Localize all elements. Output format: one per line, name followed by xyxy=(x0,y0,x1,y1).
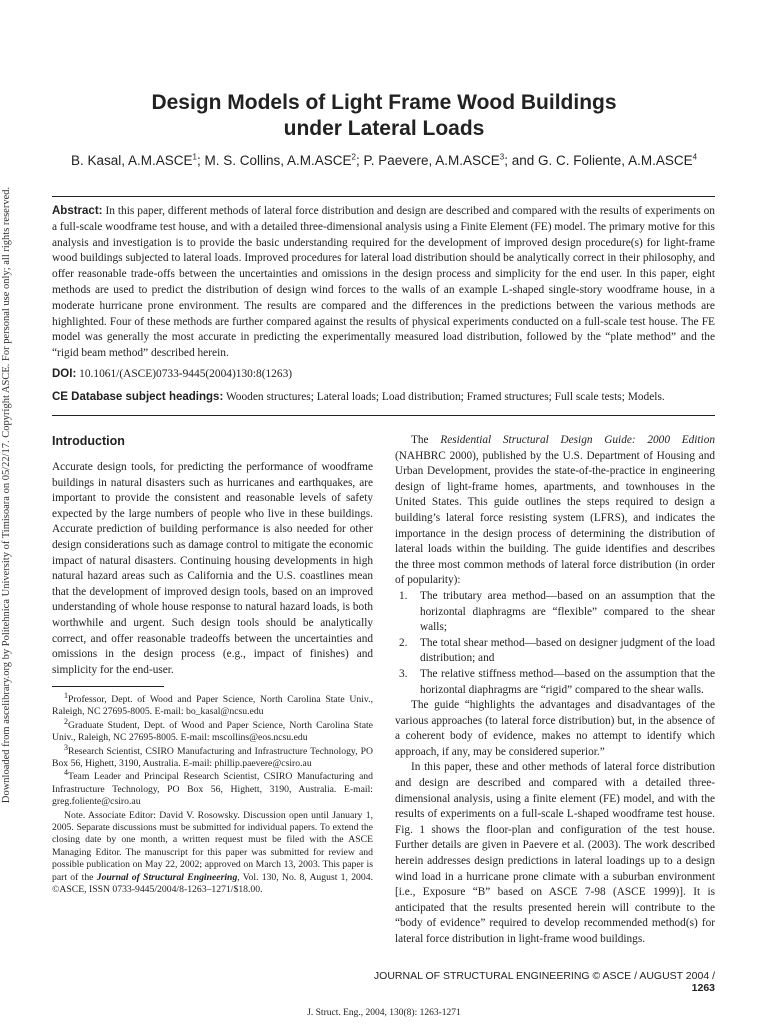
abstract-label: Abstract: xyxy=(52,205,103,217)
doi-line xyxy=(52,368,715,380)
citation-line: J. Struct. Eng., 2004, 130(8): 1263-1271 xyxy=(307,1008,461,1018)
list-item: 3. The relative stiffness method—based on the assumption that the horizontal diaphragms are “rigid” compared to the shear walls. xyxy=(399,667,715,696)
download-notice-sidebar: Downloaded from ascelibrary.org by Politehnica University of Timisoara on 05/22/17. Copyright ASCE. For personal use only; all rights reserved. xyxy=(1,186,12,804)
abstract-divider xyxy=(52,415,715,416)
list-item: 2. The total shear method—based on designer judgment of the load distribution; and xyxy=(399,636,715,665)
subject-headings-label: CE Database subject headings: xyxy=(52,391,224,403)
section-heading-introduction: Introduction xyxy=(52,434,125,448)
title-line-1: Design Models of Light Frame Wood Buildings xyxy=(151,91,617,114)
abstract xyxy=(52,204,715,362)
doi-link[interactable]: 10.1061/(ASCE)0733-9445(2004)130:8(1263) xyxy=(79,368,293,380)
top-divider xyxy=(52,196,715,197)
right-paragraph-2: The guide “highlights the advantages and disadvantages of the various approaches (to lateral force distribution) but, in the absence of a coherent body of evidence, makes no attempt to identify which approach, if any, may be considered superior.” xyxy=(395,699,715,758)
page-number: 1263 xyxy=(691,982,715,994)
guide-title: Residential Structural Design Guide: 2000 Edition xyxy=(440,434,715,446)
editorial-note: Note. Associate Editor: David V. Rosowsky. Discussion open until January 1, 2005. Separate discussions must be submitted for individual papers. To extend the closing date by one month, a written request must be filed with the ASCE Managing Editor. The manuscript for this paper was submitted for review and possible publication on May 22, 2002; approved on March 13, 2003. This paper is part of the Journal of Structural Engineering, Vol. 130, No. 8, August 1, 2004. ©ASCE, ISSN 0733-9445/2004/8-1263–1271/$18.00. xyxy=(52,809,373,896)
paper-title xyxy=(0,90,768,142)
intro-paragraph: Accurate design tools, for predicting the performance of woodframe buildings in natural disasters such as hurricanes and earthquakes, are important to provide the consistent and reasonable levels of safety expected by the large numbers of people who live in these buildings. Accurate prediction of building performance is also needed for other design considerations such as damage control to mitigate the economic impact of natural disasters. Continuing housing developments in high natural hazard areas such as California and the U.S. coastlines mean that the development of improved design tools, based on an improved understanding of whole house response to natural hazard loads, is both worthwhile and urgent. Such design tools should be analytically correct, and offer reasonable tradeoffs between the uncertainties and omissions in the design process (e.g., impact of finishes) and simplicity for the end-user. xyxy=(52,461,373,676)
subject-headings xyxy=(52,391,715,403)
footnotes xyxy=(52,690,373,898)
author-list: B. Kasal, A.M.ASCE$^1$; M. S. Collins, A.M.ASCE$^2$; P. Paevere, A.M.ASCE$^3$; and G. C. Foliente, A.M.ASCE$^4$ xyxy=(70,152,698,168)
footnote-2: $^2$Graduate Student, Dept. of Wood and Paper Science, North Carolina State Univ., Raleigh, NC 27695-8005. E-mail: mscollins@eos.ncsu.edu xyxy=(52,716,373,744)
right-paragraph-3: In this paper, these and other methods of lateral force distribution and design are described and compared with a detailed three-dimensional analysis, using a finite element (FE) model, and with the results of experiments on a full-scale L-shaped woodframe test house. Fig. 1 shows the floor-plan and configuration of the test house. Further details are given in Paevere et al. (2003). The work described herein addresses design predictions in lateral loadings up to a design wind load in a hurricane prone climate with a suburban environment [i.e., Exposure “B” based on ASCE 7-98 (ASCE 1999)]. It is anticipated that the results presented herein will contribute to the “body of evidence” required to develop recommended method(s) for lateral force distribution in light-frame wood buildings. xyxy=(395,761,715,945)
journal-footer xyxy=(360,970,715,994)
subject-headings-value: Wooden structures; Lateral loads; Load distribution; Framed structures; Full scale tests; Models. xyxy=(225,391,665,403)
author-2[interactable]: M. S. Collins, A.M.ASCE$^2$ xyxy=(204,152,356,168)
footer-journal: JOURNAL OF STRUCTURAL ENGINEERING © ASCE / AUGUST 2004 / xyxy=(373,970,715,982)
list-item: 1. The tributary area method—based on an assumption that the horizontal diaphragms are “flexible” compared to the shear walls; xyxy=(399,589,715,634)
footnote-4: $^4$Team Leader and Principal Research Scientist, CSIRO Manufacturing and Infrastructure Technology, PO Box 56, Highett, 3190, Australia. E-mail: greg.foliente@csiro.au xyxy=(52,768,373,808)
right-paragraph-1: The Residential Structural Design Guide: 2000 Edition (NAHBRC 2000), published by the U.S. Department of Housing and Urban Development, provides the state-of-the-practice in engineering design of light-frame homes, apartments, and townhouses in the United States. This guide outlines the steps required to design a building’s lateral force resisting system (LFRS), and indicates the importance in the design process of determining the distribution of lateral loads within the building. The guide identifies and describes the three most common methods of lateral force distribution (in order of popularity): xyxy=(395,434,715,587)
abstract-text: In this paper, different methods of lateral force distribution and design are described and compared with the results of experiments on a full-scale woodframe test house, and with a detailed three-dimensional analysis using a Finite Element (FE) model. The primary motive for this analysis and investigation is to provide the basic understanding required for the development of improved design procedure(s) for light-frame wood buildings subjected to lateral loads. Improved procedures for lateral load distribution should be analytically correct in their philosophy, and offer reasonable trade-offs between the uncertainties and omissions in the design process and simplicity for the end user. In this paper, eight methods are used to predict the distribution of design wind forces to the walls of an example L-shaped single-story woodframe house, in a moderate hurricane prone environment. The results are compared and the differences in the predictions between the various methods are highlighted. Four of these methods are further compared against the results of physical experiments conducted on a full-scale test house. The FE model was generally the most accurate in predicting the experimentally measured load distribution, followed by the “plate method” and the “rigid beam method” described herein. xyxy=(52,205,715,360)
method-list xyxy=(395,589,715,698)
footnote-3: $^3$Research Scientist, CSIRO Manufacturing and Infrastructure Technology, PO Box 56, Highett, 3190, Australia. E-mail: phillip.paevere@csiro.au xyxy=(52,742,373,770)
footnote-divider xyxy=(52,686,164,687)
doi-label: DOI: xyxy=(52,368,77,380)
title-line-2: under Lateral Loads xyxy=(283,117,485,140)
journal-name: Journal of Structural Engineering xyxy=(96,871,238,883)
footnote-1: $^1$Professor, Dept. of Wood and Paper Science, North Carolina State Univ., Raleigh, NC 27695-8005. E-mail: bo_kasal@ncsu.edu xyxy=(52,690,373,718)
author-4[interactable]: G. C. Foliente, A.M.ASCE$^4$ xyxy=(538,152,698,168)
right-column xyxy=(395,433,715,948)
author-3[interactable]: P. Paevere, A.M.ASCE$^3$ xyxy=(363,152,505,168)
author-1[interactable]: B. Kasal, A.M.ASCE$^1$ xyxy=(70,152,197,168)
